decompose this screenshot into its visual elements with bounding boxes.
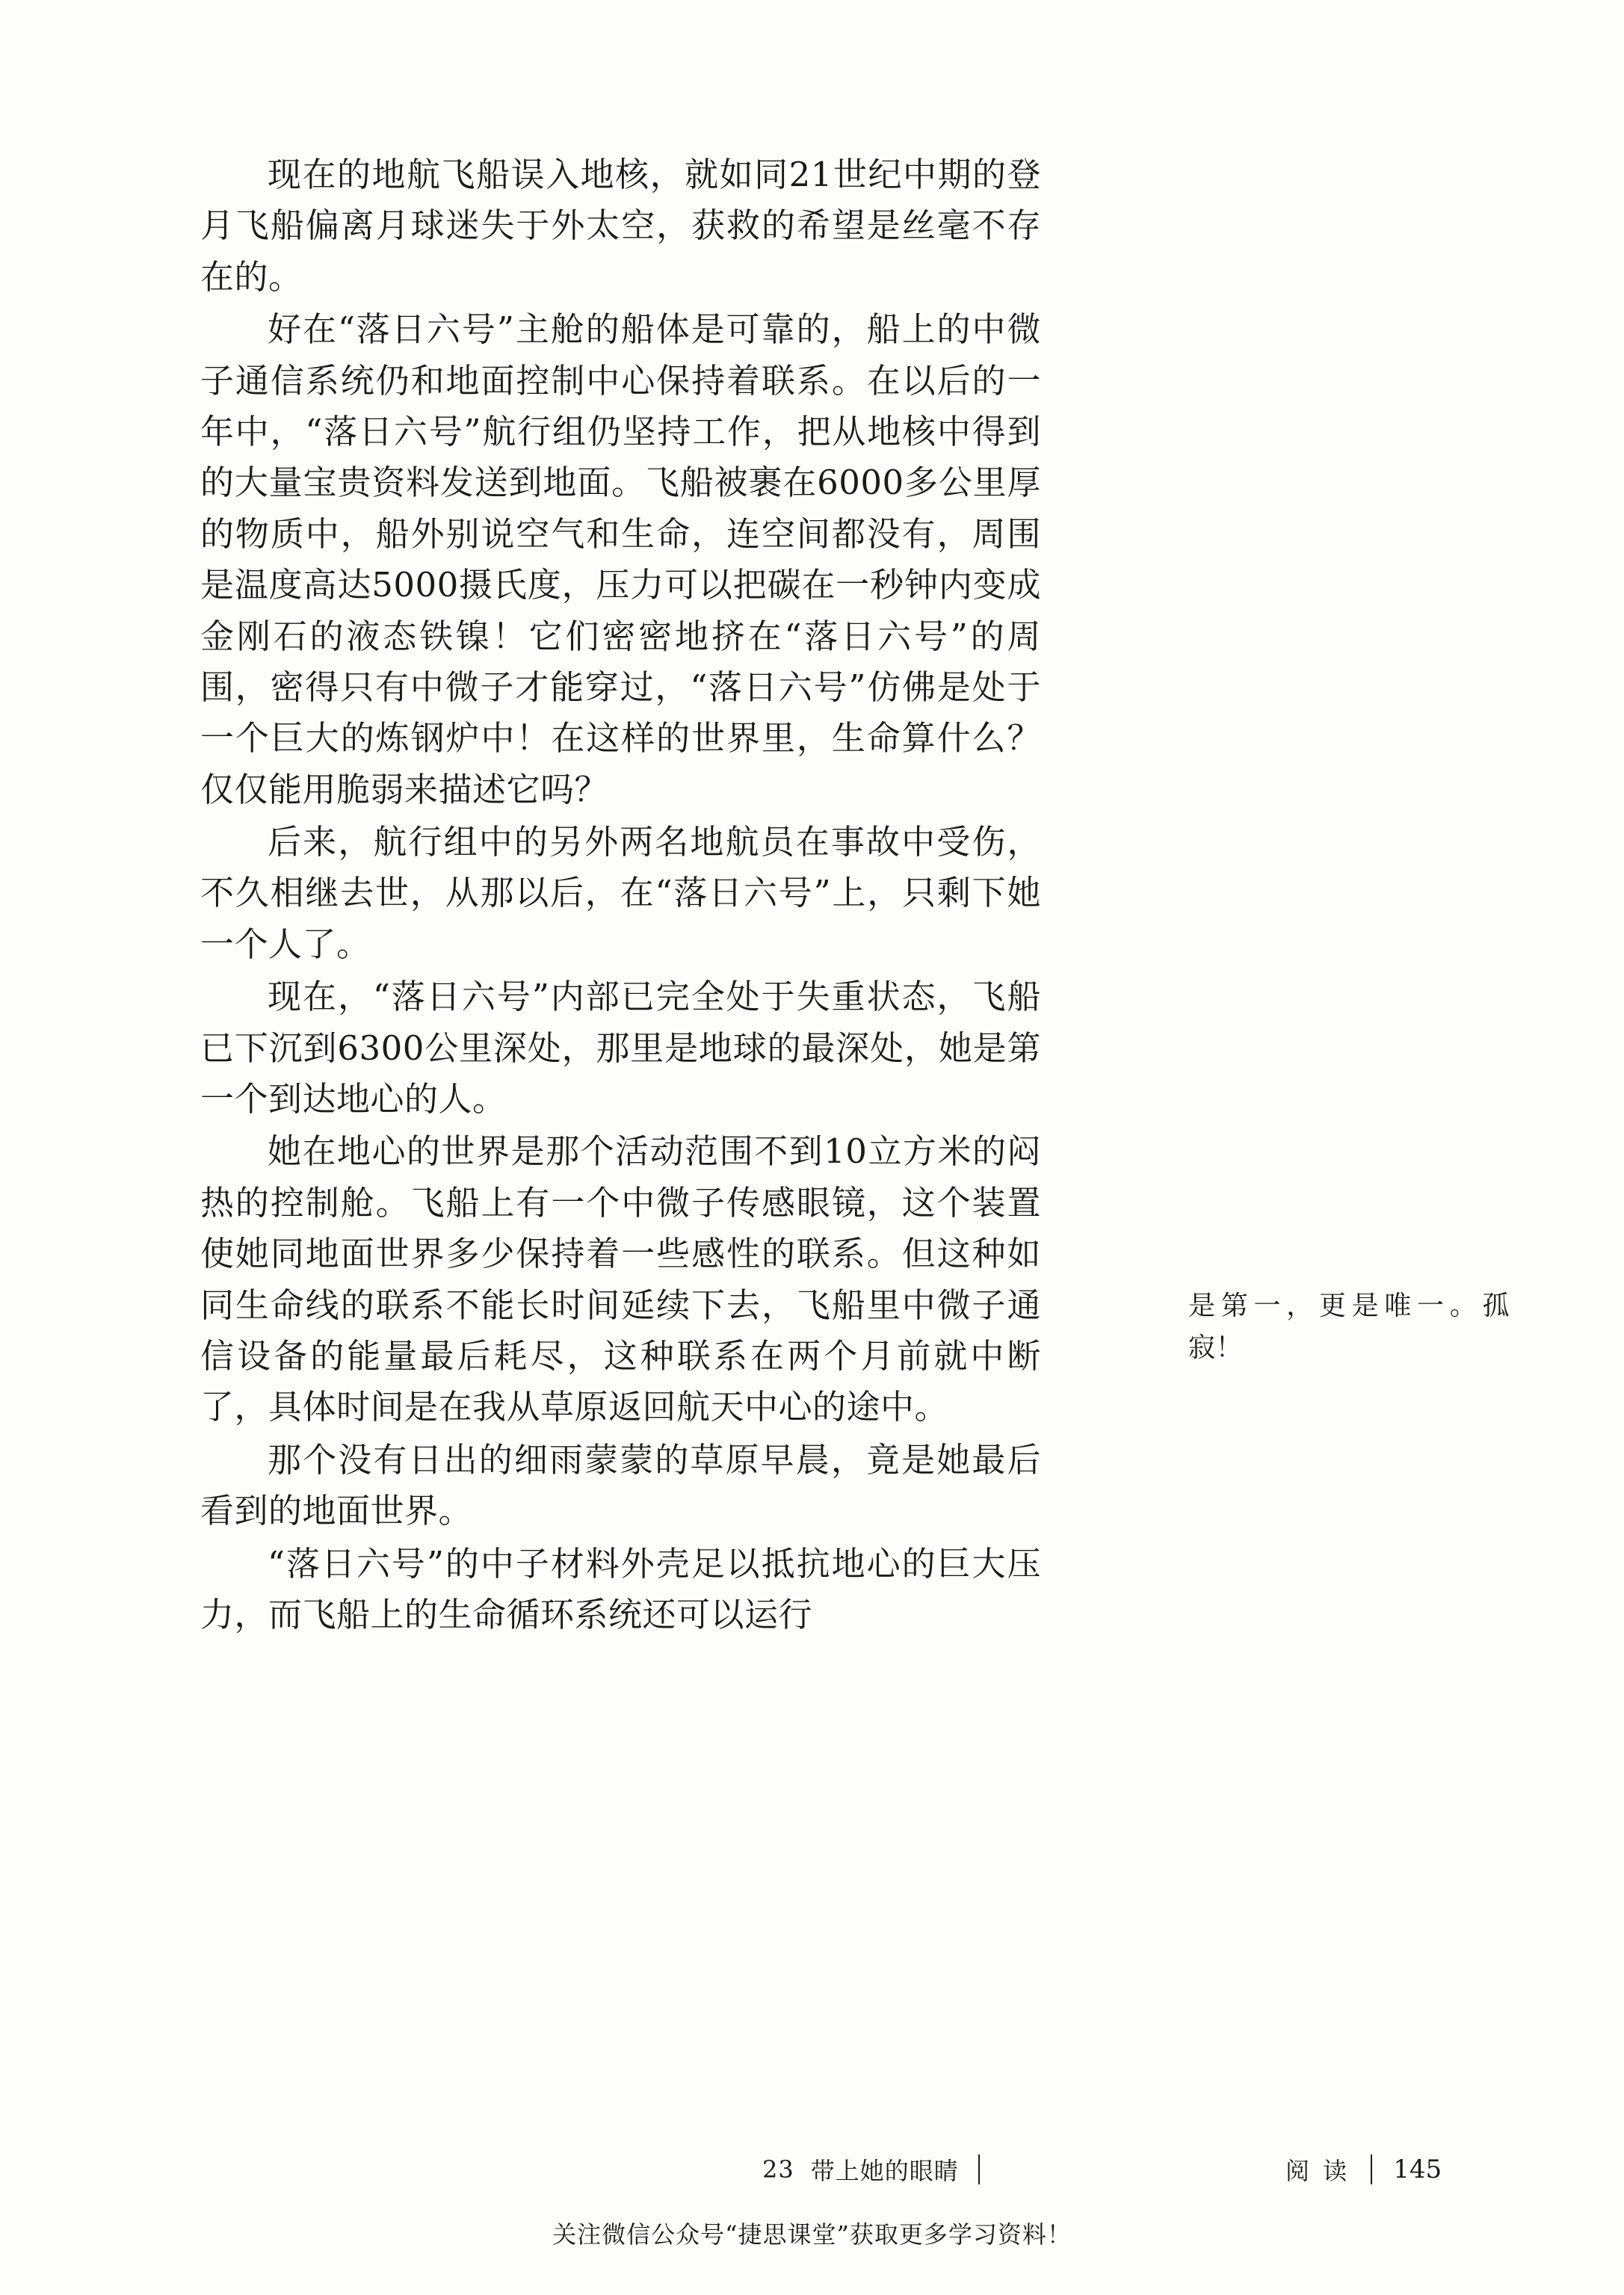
footer-chapter-title: 带上她的眼睛	[810, 2157, 959, 2185]
promo-text: 关注微信公众号“捷思课堂”获取更多学习资料！	[552, 2220, 1072, 2249]
margin-annotation	[1188, 1285, 1510, 1369]
paragraph: 后来，航行组中的另外两名地航员在事故中受伤，不久相继去世，从那以后，在“落日六号”上，只剩下她一个人了。	[200, 822, 1041, 964]
paragraph: 那个没有日出的细雨蒙蒙的草原早晨，竟是她最后看到的地面世界。	[200, 1439, 1041, 1531]
footer-chapter	[762, 2152, 980, 2187]
paragraph: 现在的地航飞船误入地核，就如同21世纪中期的登月飞船偏离月球迷失于外太空，获救的希望是丝毫不存在的。	[200, 155, 1041, 297]
margin-annotation-text: 是第一，更是唯一。孤寂！	[1188, 1291, 1510, 1363]
footer-section-label: 阅 读	[1285, 2157, 1350, 2185]
paragraph: 她在地心的世界是那个活动范围不到10立方米的闷热的控制舱。飞船上有一个中微子传感眼镜，这个装置使她同地面世界多少保持着一些感性的联系。但这种如同生命线的联系不能长时间延续下去，飞船里中微子通信设备的能量最后耗尽，这种联系在两个月前就中断了，具体时间是在我从草原返回航天中心的途中。	[200, 1131, 1041, 1427]
paragraph: 现在，“落日六号”内部已完全处于失重状态，飞船已下沉到6300公里深处，那里是地球的最深处，她是第一个到达地心的人。	[200, 977, 1041, 1119]
footer-chapter-number: 23	[762, 2155, 794, 2184]
footer-divider	[1371, 2155, 1372, 2184]
paragraph: “落日六号”的中子材料外壳足以抵抗地心的巨大压力，而飞船上的生命循环系统还可以运行	[200, 1543, 1041, 1634]
promo-banner	[0, 2216, 1624, 2250]
footer-divider	[978, 2155, 980, 2184]
paragraph: 好在“落日六号”主舱的船体是可靠的，船上的中微子通信系统仍和地面控制中心保持着联系。在以后的一年中，“落日六号”航行组仍坚持工作，把从地核中得到的大量宝贵资料发送到地面。飞船被裹在6000多公里厚的物质中，船外别说空气和生命，连空间都没有，周围是温度高达5000摄氏度，压力可以把碳在一秒钟内变成金刚石的液态铁镍！它们密密地挤在“落日六号”的周围，密得只有中微子才能穿过，“落日六号”仿佛是处于一个巨大的炼钢炉中！在这样的世界里，生命算什么？仅仅能用脆弱来描述它吗？	[200, 309, 1041, 809]
main-text-column	[200, 149, 1041, 1642]
page-footer	[0, 2152, 1624, 2205]
page-number: 145	[1393, 2155, 1442, 2184]
footer-section	[1285, 2152, 1442, 2187]
